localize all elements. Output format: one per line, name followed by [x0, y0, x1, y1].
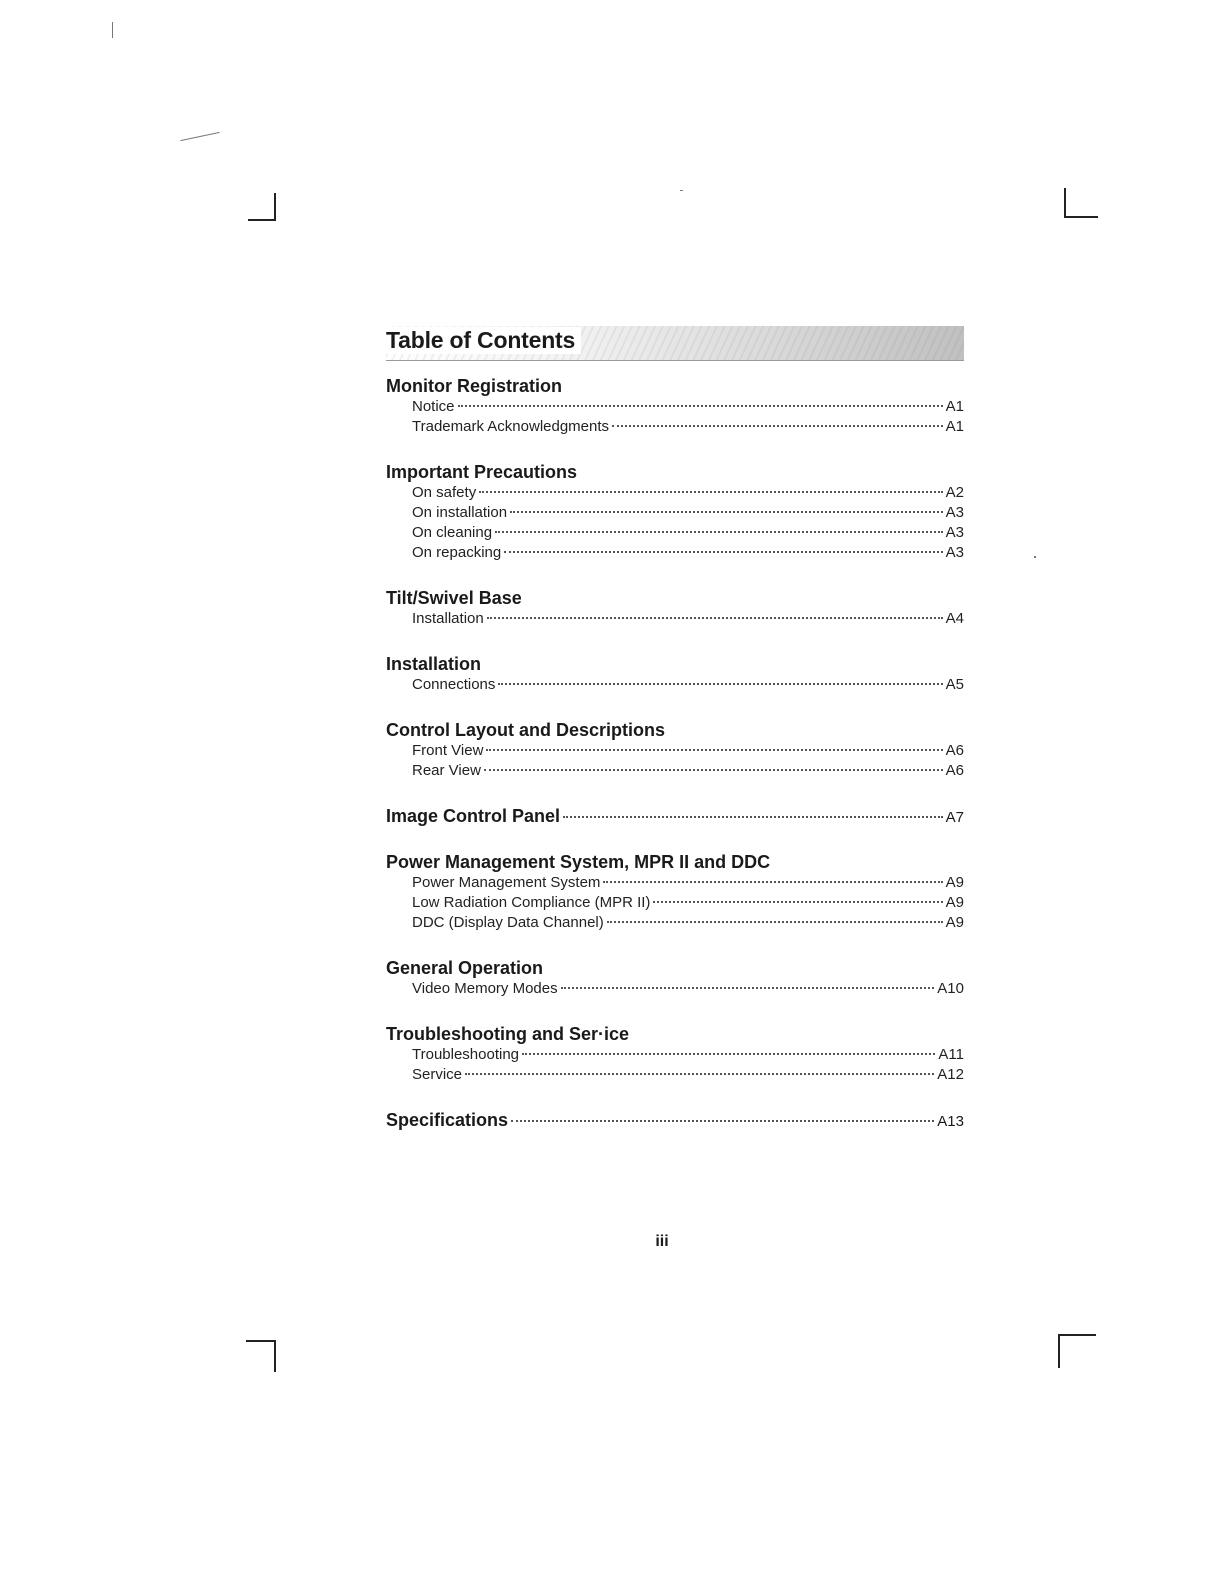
entry-label: Notice: [412, 398, 455, 415]
toc-banner: [386, 326, 964, 361]
entry-page: A12: [937, 1066, 964, 1083]
toc-entry: [386, 483, 964, 503]
table-of-contents: [386, 326, 964, 1155]
toc-section: [386, 805, 964, 827]
section-title: Tilt/Swivel Base: [386, 588, 522, 608]
dot-leader: [511, 1120, 934, 1122]
toc-entry: [386, 417, 964, 437]
crop-mark-bottom-right-horizontal: [1058, 1334, 1096, 1336]
entry-page: A3: [945, 544, 964, 561]
crop-mark-top-left-vertical: [274, 193, 276, 221]
dot-leader: [498, 683, 942, 685]
scan-stroke: [180, 132, 219, 141]
toc-section: [386, 957, 964, 999]
toc-entry: [386, 1065, 964, 1085]
crop-mark-bottom-left-horizontal: [246, 1340, 276, 1342]
scan-speck: [112, 22, 113, 38]
toc-section: [386, 851, 964, 933]
section-title: Specifications: [386, 1110, 509, 1130]
entry-label: Rear View: [412, 762, 481, 779]
dot-leader: [465, 1073, 934, 1075]
section-title: Image Control Panel: [386, 806, 561, 826]
entry-label: On repacking: [412, 544, 502, 561]
scan-speck: [1034, 556, 1036, 558]
entry-label: Troubleshooting: [412, 1046, 520, 1063]
entry-label: Front View: [412, 742, 484, 759]
toc-entry: [386, 523, 964, 543]
toc-entry: [386, 761, 964, 781]
toc-entry: [386, 913, 964, 933]
crop-mark-bottom-right-vertical: [1058, 1334, 1060, 1368]
section-page: A13: [937, 1113, 964, 1130]
toc-entry: [386, 741, 964, 761]
entry-page: A3: [945, 524, 964, 541]
entry-page: A6: [945, 742, 964, 759]
toc-entry: [386, 1045, 964, 1065]
crop-mark-top-right-horizontal: [1064, 216, 1098, 218]
toc-entry: [386, 543, 964, 563]
toc-section: [386, 1109, 964, 1131]
section-title: Installation: [386, 654, 482, 674]
section-line: [386, 1109, 964, 1131]
entry-label: Power Management System: [412, 874, 601, 891]
entry-page: A3: [945, 504, 964, 521]
section-page: A7: [945, 809, 964, 826]
toc-entry: [386, 397, 964, 417]
dot-leader: [563, 816, 943, 818]
entry-label: On installation: [412, 504, 508, 521]
dot-leader: [487, 617, 943, 619]
dot-leader: [653, 901, 942, 903]
dot-leader: [495, 531, 943, 533]
entry-page: A9: [945, 914, 964, 931]
section-title: Troubleshooting and Ser·ice: [386, 1024, 630, 1044]
entry-page: A10: [937, 980, 964, 997]
entry-label: Service: [412, 1066, 463, 1083]
section-title: Important Precautions: [386, 462, 578, 482]
dot-leader: [522, 1053, 935, 1055]
entry-page: A1: [945, 418, 964, 435]
entry-page: A11: [938, 1046, 964, 1063]
toc-entry: [386, 609, 964, 629]
toc-section: [386, 461, 964, 563]
entry-label: Installation: [412, 610, 484, 627]
toc-sections: [386, 375, 964, 1131]
toc-entry: [386, 979, 964, 999]
toc-entry: [386, 675, 964, 695]
section-title: Control Layout and Descriptions: [386, 720, 666, 740]
entry-page: A4: [945, 610, 964, 627]
page-number: iii: [655, 1233, 669, 1250]
dot-leader: [479, 491, 942, 493]
dot-leader: [607, 921, 943, 923]
toc-section: [386, 719, 964, 781]
dot-leader: [561, 987, 935, 989]
dot-leader: [504, 551, 942, 553]
dot-leader: [484, 769, 943, 771]
entry-label: Low Radiation Compliance (MPR II): [412, 894, 651, 911]
dot-leader: [458, 405, 943, 407]
entry-label: On safety: [412, 484, 477, 501]
entry-page: A9: [945, 874, 964, 891]
toc-entry: [386, 873, 964, 893]
entry-label: On cleaning: [412, 524, 493, 541]
toc-section: [386, 587, 964, 629]
entry-label: Trademark Acknowledgments: [412, 418, 610, 435]
toc-section: [386, 653, 964, 695]
section-title: Monitor Registration: [386, 376, 562, 396]
crop-mark-bottom-left-vertical: [274, 1340, 276, 1372]
entry-label: Video Memory Modes: [412, 980, 558, 997]
crop-mark-top-right-vertical: [1064, 188, 1066, 218]
scan-speck: [680, 190, 683, 191]
section-title: General Operation: [386, 958, 544, 978]
toc-entry: [386, 893, 964, 913]
entry-page: A5: [945, 676, 964, 693]
entry-page: A1: [945, 398, 964, 415]
entry-label: Connections: [412, 676, 496, 693]
section-line: [386, 805, 964, 827]
dot-leader: [510, 511, 943, 513]
entry-page: A6: [945, 762, 964, 779]
section-title: Power Management System, MPR II and DDC: [386, 852, 771, 872]
dot-leader: [612, 425, 943, 427]
entry-label: DDC (Display Data Channel): [412, 914, 604, 931]
entry-page: A9: [945, 894, 964, 911]
toc-entry: [386, 503, 964, 523]
toc-section: [386, 375, 964, 437]
crop-mark-top-left-horizontal: [248, 219, 276, 221]
dot-leader: [486, 749, 942, 751]
entry-page: A2: [945, 484, 964, 501]
toc-section: [386, 1023, 964, 1085]
dot-leader: [603, 881, 942, 883]
toc-title: Table of Contents: [386, 327, 581, 354]
